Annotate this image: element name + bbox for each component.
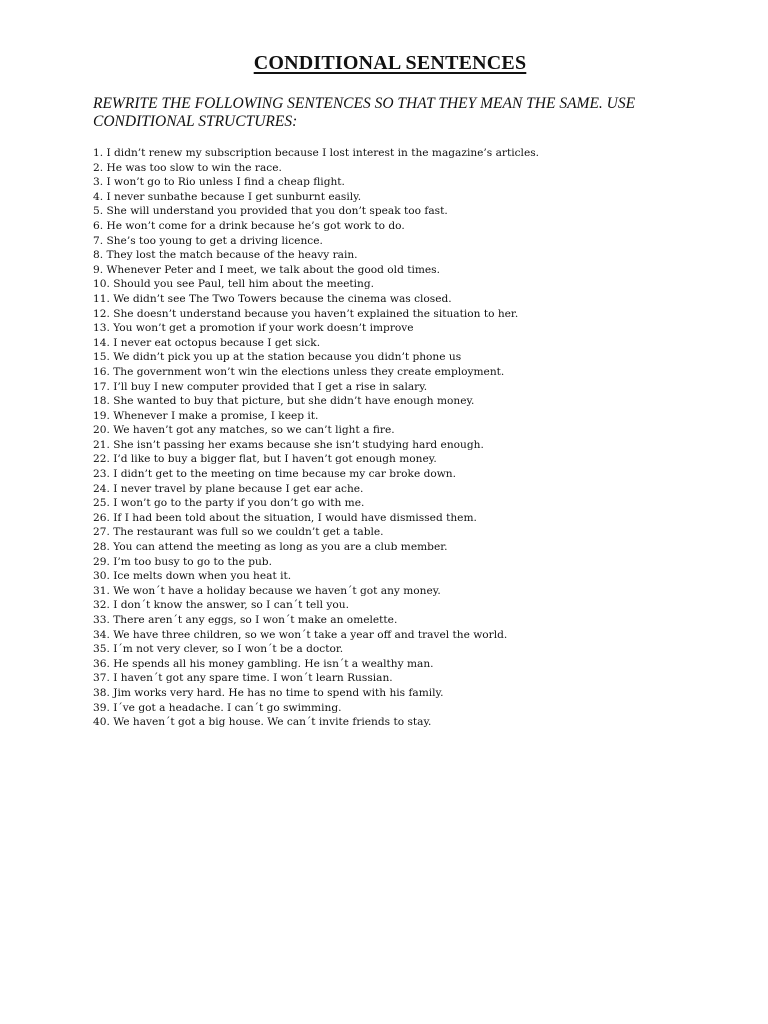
sentence-item: 5. She will understand you provided that you don’t speak too fast. bbox=[93, 205, 448, 218]
sentence-item: 25. I won’t go to the party if you don’t go with me. bbox=[93, 497, 365, 510]
sentence-item: 6. He won’t come for a drink because he’s got work to do. bbox=[93, 219, 405, 232]
sentence-item: 29. I’m too busy to go to the pub. bbox=[93, 555, 272, 568]
sentence-item: 1. I didn’t renew my subscription because I lost interest in the magazine’s articles. bbox=[93, 147, 540, 159]
sentence-item: 18. She wanted to buy that picture, but she didn’t have enough money. bbox=[93, 395, 475, 408]
sentence-item: 37. I haven´t got any spare time. I won´t learn Russian. bbox=[93, 672, 393, 685]
sentence-item: 27. The restaurant was full so we couldn’t get a table. bbox=[93, 526, 384, 539]
sentence-item: 10. Should you see Paul, tell him about the meeting. bbox=[93, 278, 374, 291]
sentence-item: 26. If I had been told about the situation, I would have dismissed them. bbox=[93, 511, 477, 524]
sentence-item: 38. Jim works very hard. He has no time to spend with his family. bbox=[93, 686, 444, 699]
sentence-item: 7. She’s too young to get a driving licence. bbox=[93, 234, 323, 247]
sentence-item: 11. We didn’t see The Two Towers because the cinema was closed. bbox=[93, 292, 452, 305]
sentence-item: 33. There aren´t any eggs, so I won´t make an omelette. bbox=[93, 614, 398, 626]
sentence-item: 30. Ice melts down when you heat it. bbox=[93, 570, 292, 583]
sentence-item: 14. I never eat octopus because I get sick. bbox=[93, 336, 321, 349]
sentence-item: 20. We haven’t got any matches, so we can’t light a fire. bbox=[93, 424, 395, 437]
worksheet-title: CONDITIONAL SENTENCES bbox=[253, 52, 527, 74]
sentence-item: 12. She doesn’t understand because you haven’t explained the situation to her. bbox=[93, 307, 519, 320]
sentence-item: 8. They lost the match because of the heavy rain. bbox=[93, 249, 358, 262]
sentence-item: 34. We have three children, so we won´t take a year off and travel the world. bbox=[93, 628, 508, 641]
sentence-item: 32. I don´t know the answer, so I can´t tell you. bbox=[93, 599, 349, 612]
sentence-item: 39. I´ve got a headache. I can´t go swimming. bbox=[93, 701, 342, 714]
sentence-item: 28. You can attend the meeting as long as you are a club member. bbox=[93, 541, 448, 554]
sentence-item: 40. We haven´t got a big house. We can´t invite friends to stay. bbox=[93, 716, 432, 729]
sentence-item: 23. I didn’t get to the meeting on time because my car broke down. bbox=[93, 468, 456, 481]
sentence-item: 21. She isn’t passing her exams because she isn’t studying hard enough. bbox=[93, 438, 484, 451]
sentence-item: 16. The government won’t win the elections unless they create employment. bbox=[93, 365, 505, 378]
sentence-item: 35. I´m not very clever, so I won´t be a doctor. bbox=[93, 643, 344, 656]
sentence-item: 31. We won´t have a holiday because we haven´t got any money. bbox=[93, 584, 441, 597]
sentence-list bbox=[93, 146, 653, 730]
sentence-item: 19. Whenever I make a promise, I keep it. bbox=[93, 409, 319, 422]
sentence-item: 4. I never sunbathe because I get sunburnt easily. bbox=[93, 190, 362, 203]
sentence-item: 22. I’d like to buy a bigger flat, but I haven’t got enough money. bbox=[93, 453, 437, 466]
sentence-item: 3. I won’t go to Rio unless I find a cheap flight. bbox=[93, 176, 345, 189]
sentence-item: 17. I’ll buy I new computer provided that I get a rise in salary. bbox=[93, 380, 428, 393]
sentence-item: 36. He spends all his money gambling. He isn´t a wealthy man. bbox=[93, 657, 434, 670]
worksheet-instructions: REWRITE THE FOLLOWING SENTENCES SO THAT THEY MEAN THE SAME. USE CONDITIONAL STRUCTURES: bbox=[93, 95, 636, 130]
sentence-item: 24. I never travel by plane because I get ear ache. bbox=[93, 482, 364, 495]
sentence-item: 15. We didn’t pick you up at the station because you didn’t phone us bbox=[93, 351, 462, 364]
sentence-item: 2. He was too slow to win the race. bbox=[93, 161, 282, 174]
sentence-item: 9. Whenever Peter and I meet, we talk about the good old times. bbox=[93, 263, 440, 276]
sentence-item: 13. You won’t get a promotion if your work doesn’t improve bbox=[93, 322, 414, 335]
